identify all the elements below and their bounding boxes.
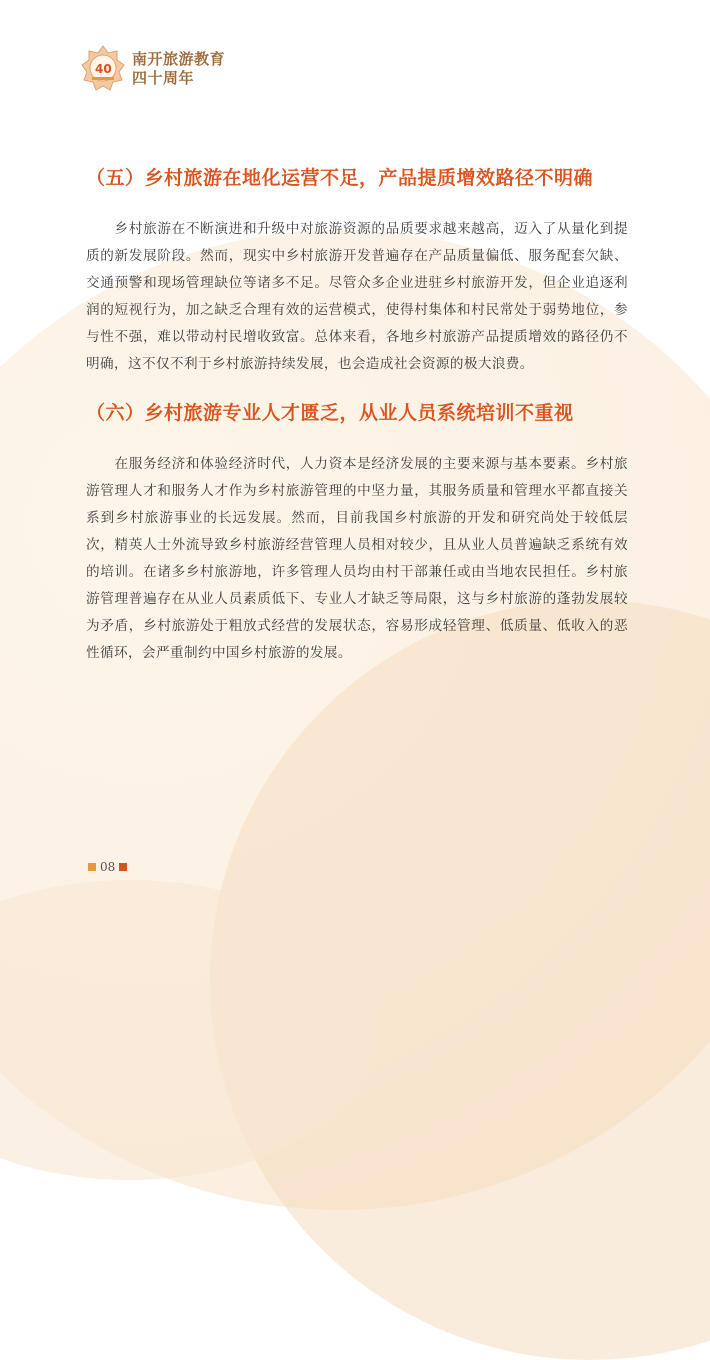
page-footer bbox=[88, 860, 127, 874]
header-logo bbox=[80, 44, 225, 94]
logo-text bbox=[132, 50, 225, 88]
section-title-6: （六）乡村旅游专业人才匮乏，从业人员系统培训不重视 bbox=[86, 402, 574, 424]
section-paragraph-6: 在服务经济和体验经济时代，人力资本是经济发展的主要来源与基本要素。乡村旅游管理人才和服务人才作为乡村旅游管理的中坚力量，其服务质量和管理水平都直接关系到乡村旅游事业的长远发展。然而，目前我国乡村旅游的开发和研究尚处于较低层次，精英人士外流导致乡村旅游经营管理人员相对较少，且从业人员普遍缺乏系统有效的培训。在诸多乡村旅游地，许多管理人员均由村干部兼任或由当地农民担任。乡村旅游管理普遍存在从业人员素质低下、专业人才缺乏等局限，这与乡村旅游的蓬勃发展较为矛盾，乡村旅游处于粗放式经营的发展状态，容易形成轻管理、低质量、低收入的恶性循环，会严重制约中国乡村旅游的发展。 bbox=[86, 456, 628, 661]
footer-square-right-icon bbox=[119, 863, 127, 871]
logo-number: 40 bbox=[95, 62, 112, 76]
section-title-5: （五）乡村旅游在地化运营不足，产品提质增效路径不明确 bbox=[86, 167, 594, 189]
anniversary-emblem-icon bbox=[80, 44, 126, 94]
logo-line-1: 南开旅游教育 bbox=[132, 50, 226, 68]
footer-square-left-icon bbox=[88, 863, 96, 871]
logo-line-2: 四十周年 bbox=[132, 69, 195, 87]
page-number: 08 bbox=[100, 860, 116, 874]
section-paragraph-5: 乡村旅游在不断演进和升级中对旅游资源的品质要求越来越高，迈入了从量化到提质的新发展阶段。然而，现实中乡村旅游开发普遍存在产品质量偏低、服务配套欠缺、交通预警和现场管理缺位等诸多不足。尽管众多企业进驻乡村旅游开发，但企业追逐利润的短视行为，加之缺乏合理有效的运营模式，使得村集体和村民常处于弱势地位，参与性不强，难以带动村民增收致富。总体来看，各地乡村旅游产品提质增效的路径仍不明确，这不仅不利于乡村旅游持续发展，也会造成社会资源的极大浪费。 bbox=[86, 221, 628, 372]
